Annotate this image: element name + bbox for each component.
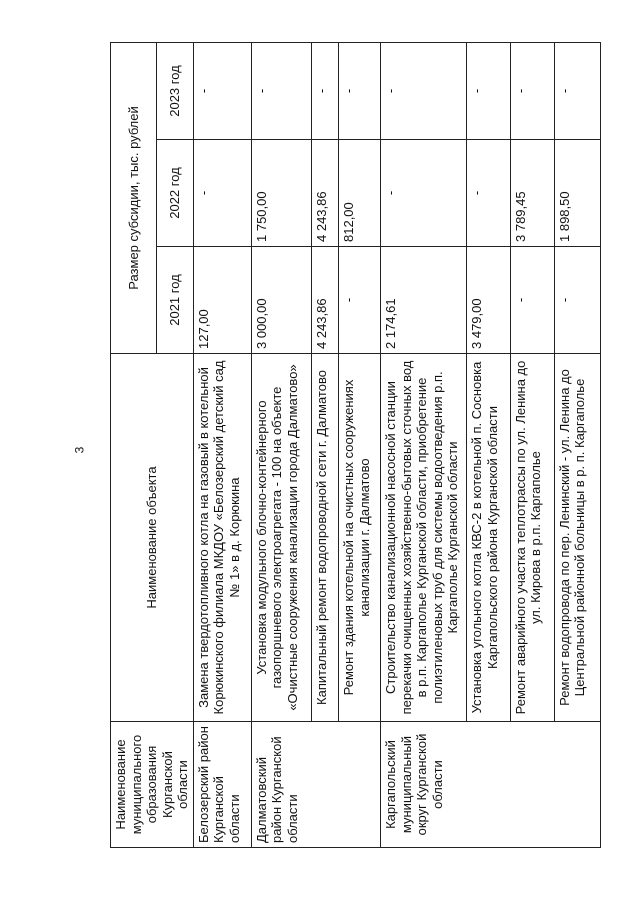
value-2021: - (339, 247, 381, 354)
value-2023: - (312, 42, 339, 139)
value-2023: - (193, 42, 251, 139)
value-2022: - (467, 140, 511, 247)
object-cell: Ремонт водопровода по пер. Ленинский - ул. Ленина до Центральной районной больницы в р. п. Каргаполье (554, 354, 600, 722)
value-2021: - (510, 247, 554, 354)
value-2022: - (381, 140, 467, 247)
object-cell: Строительство канализационной насосной станции перекачки очищенных хозяйственно-бытовых сточных вод в р.п. Каргаполье Курганской области, приобретение полиэтиленовых труб для системы водоотведения р.п. Каргаполье Курганской области (381, 354, 467, 722)
municipality-cell: Далматовский район Курганской области (251, 722, 380, 848)
value-2022: - (193, 140, 251, 247)
value-2023: - (467, 42, 511, 139)
object-cell: Ремонт здания котельной на очистных сооружениях канализации г. Далматово (339, 354, 381, 722)
header-object: Наименование объекта (111, 354, 194, 722)
object-cell: Установка угольного котла КВС-2 в котельной п. Сосновка Каргапольского района Курганской области (467, 354, 511, 722)
rotated-table-container (110, 43, 588, 848)
municipality-cell: Белозерский район Курганской области (193, 722, 251, 848)
municipality-cell: Каргапольский муниципальный округ Курганской области (381, 722, 600, 848)
value-2021: 4 243,86 (312, 247, 339, 354)
object-cell: Ремонт аварийного участка теплотрассы по ул. Ленина до ул. Кирова в р.п. Каргаполье (510, 354, 554, 722)
value-2022: 812,00 (339, 140, 381, 247)
table-row (251, 42, 311, 847)
header-row-top (111, 42, 157, 847)
header-year-2022: 2022 год (157, 140, 193, 247)
value-2023: - (554, 42, 600, 139)
header-year-2021: 2021 год (157, 247, 193, 354)
value-2021: 3 000,00 (251, 247, 311, 354)
value-2021: 2 174,61 (381, 247, 467, 354)
object-cell: Установка модульного блочно-контейнерного газопоршневого электроагрегата - 100 на объекте «Очистные сооружения канализации города Далматово» (251, 354, 311, 722)
value-2022: 1 750,00 (251, 140, 311, 247)
table-row (381, 42, 467, 847)
table-row (193, 42, 251, 847)
value-2023: - (339, 42, 381, 139)
header-municipality: Наименование муниципального образования Курганской области (111, 722, 194, 848)
value-2022: 1 898,50 (554, 140, 600, 247)
header-year-2023: 2023 год (157, 42, 193, 139)
value-2022: 3 789,45 (510, 140, 554, 247)
object-cell: Капитальный ремонт водопроводной сети г. Далматово (312, 354, 339, 722)
value-2022: 4 243,86 (312, 140, 339, 247)
value-2023: - (381, 42, 467, 139)
value-2023: - (510, 42, 554, 139)
subsidy-table (110, 42, 601, 848)
value-2021: - (554, 247, 600, 354)
value-2021: 127,00 (193, 247, 251, 354)
object-cell: Замена твердотопливного котла на газовый в котельной Корюкинского филиала МКДОУ «Белозерский детский сад № 1» в д. Корюкина (193, 354, 251, 722)
value-2023: - (251, 42, 311, 139)
header-subsidy: Размер субсидии, тыс. рублей (111, 42, 157, 353)
value-2021: 3 479,00 (467, 247, 511, 354)
page-number: 3 (72, 446, 87, 454)
